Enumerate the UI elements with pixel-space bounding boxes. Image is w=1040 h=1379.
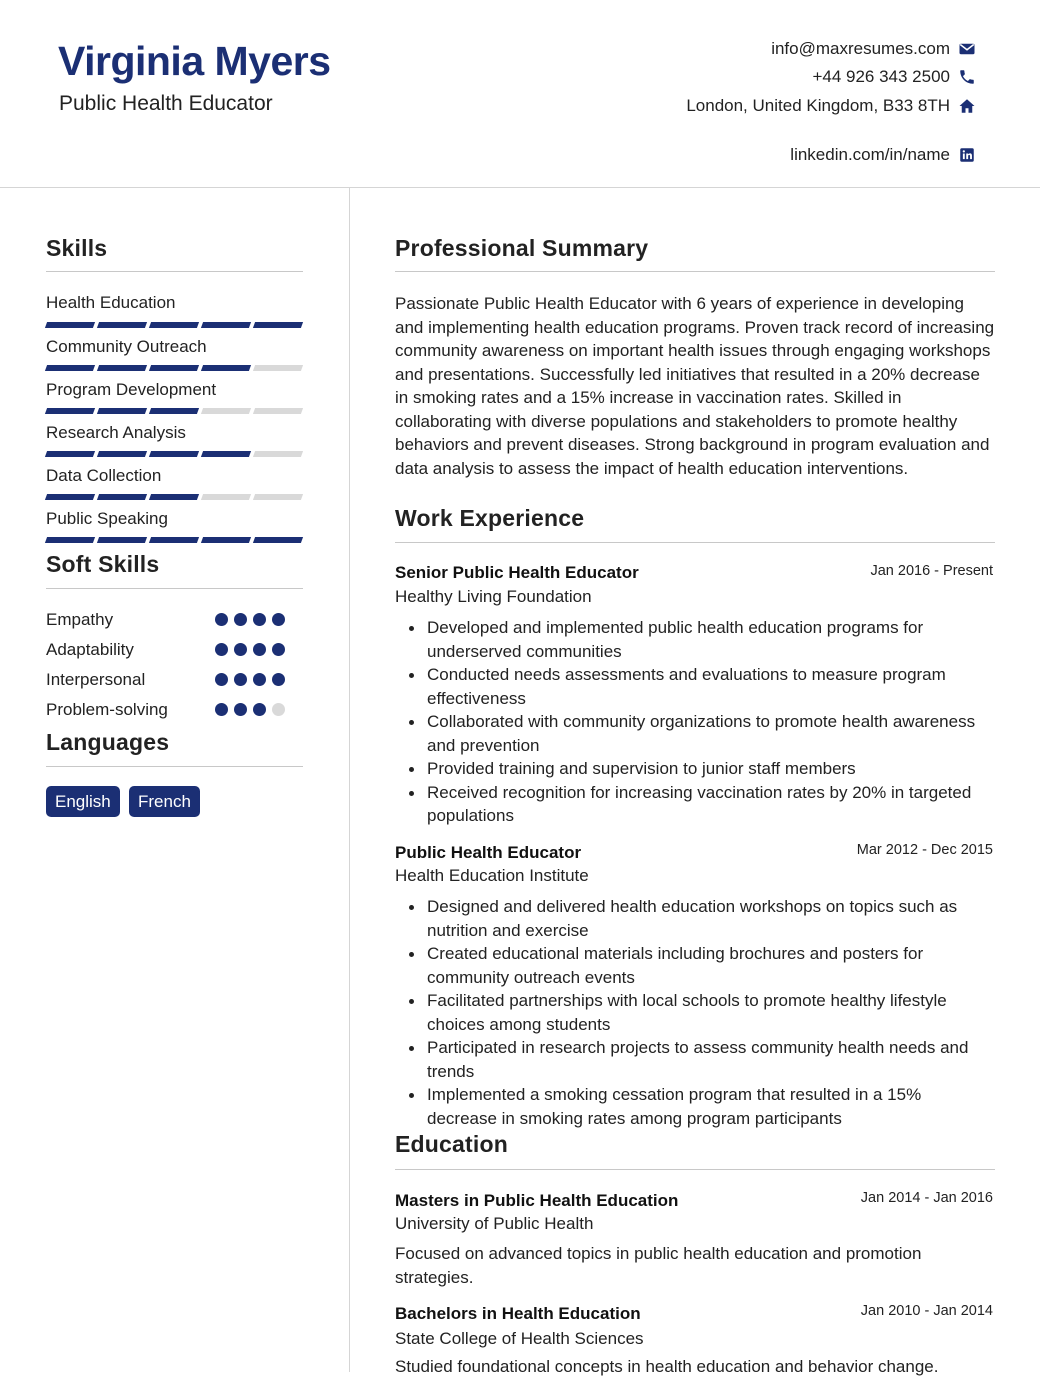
soft-skill-dots: [215, 613, 285, 626]
language-badge: French: [129, 786, 200, 817]
soft-skill-dot: [253, 643, 266, 656]
language-badge: English: [46, 786, 120, 817]
soft-skill-dot: [272, 703, 285, 716]
skills-rule: [46, 271, 303, 272]
skill-level-segment: [97, 408, 147, 414]
job-bullet: Created educational materials including brochures and posters for community outreach events: [427, 942, 995, 989]
degree-dates: Jan 2010 - Jan 2014: [860, 1303, 993, 1319]
job-bullet: Provided training and supervision to junior staff members: [427, 757, 995, 781]
contact-linkedin[interactable]: [790, 145, 976, 165]
soft-skill-dots: [215, 673, 285, 686]
skill-level-segment: [253, 494, 303, 500]
skills-heading: Skills: [46, 235, 108, 261]
skill-level-segment: [97, 537, 147, 543]
skill-level-segment: [149, 408, 199, 414]
skill-level-segment: [253, 322, 303, 328]
skill-level-segment: [97, 494, 147, 500]
skill-level-segment: [45, 537, 95, 543]
job-bullet: Conducted needs assessments and evaluations to measure program effectiveness: [427, 663, 995, 710]
soft-skill-label: Interpersonal: [46, 670, 146, 689]
soft-skills-rule: [46, 588, 303, 589]
job-bullet: Collaborated with community organizations to promote health awareness and prevention: [427, 710, 995, 757]
skill-level-segment: [149, 365, 199, 371]
degree-description: Focused on advanced topics in public health education and promotion strategies.: [395, 1244, 922, 1287]
skill-level-segment: [201, 494, 251, 500]
skill-bar: [46, 537, 302, 543]
phone-text: +44 926 343 2500: [812, 67, 950, 86]
job-bullets: [395, 895, 995, 1130]
job-dates: Mar 2012 - Dec 2015: [856, 842, 993, 858]
skill-bar: [46, 365, 302, 371]
job-bullets: [395, 616, 995, 828]
job-dates: Jan 2016 - Present: [870, 563, 993, 579]
linkedin-text: linkedin.com/in/name: [790, 145, 950, 164]
skill-level-segment: [253, 451, 303, 457]
column-divider: [349, 188, 350, 1372]
languages-rule: [46, 766, 303, 767]
skill-level-segment: [201, 537, 251, 543]
languages-heading: Languages: [46, 729, 170, 755]
job-bullet: Designed and delivered health education workshops on topics such as nutrition and exercise: [427, 895, 995, 942]
school-name: University of Public Health: [395, 1214, 594, 1233]
job-bullet: Developed and implemented public health education programs for underserved communities: [427, 616, 995, 663]
soft-skill-dot: [234, 613, 247, 626]
job-bullet: Facilitated partnerships with local schools to promote healthy lifestyle choices among students: [427, 989, 995, 1036]
skill-bar: [46, 451, 302, 457]
soft-skill-dot: [215, 673, 228, 686]
skill-level-segment: [45, 322, 95, 328]
soft-skill-dot: [234, 673, 247, 686]
skill-level-segment: [45, 408, 95, 414]
skill-level-segment: [45, 451, 95, 457]
job-title: Public Health Educator: [395, 843, 582, 862]
summary-rule: [395, 271, 995, 272]
job-bullet: Received recognition for increasing vaccination rates by 20% in targeted populations: [427, 781, 995, 828]
skill-level-segment: [253, 365, 303, 371]
resume-header: [0, 0, 1040, 188]
skill-level-segment: [97, 451, 147, 457]
degree-title: Masters in Public Health Education: [395, 1191, 679, 1210]
experience-heading: Work Experience: [395, 505, 585, 531]
soft-skill-dot: [253, 673, 266, 686]
soft-skill-dot: [272, 613, 285, 626]
skill-level-segment: [201, 322, 251, 328]
skill-level-segment: [201, 408, 251, 414]
job-organization: Healthy Living Foundation: [395, 587, 592, 606]
summary-text: Passionate Public Health Educator with 6 years of experience in developing and implementing health education programs. Proven track record of increasing community awareness on important health issues through engaging workshops and presentations. Successfully led initiatives that resulted in a 20% decrease in smoking rates and a 15% increase in vaccination rates. Skilled in collaborating with diverse populations and stakeholders to promote healthy behaviors and prevent diseases. Strong background in program evaluation and data analysis to assess the impact of health education interventions.: [395, 294, 995, 478]
skill-label: Research Analysis: [46, 423, 186, 442]
skill-level-segment: [201, 451, 251, 457]
phone-icon: [958, 68, 976, 86]
summary-heading: Professional Summary: [395, 235, 649, 261]
education-rule: [395, 1169, 995, 1170]
contact-email[interactable]: [771, 39, 976, 59]
skill-level-segment: [149, 537, 199, 543]
soft-skills-heading: Soft Skills: [46, 551, 160, 577]
skill-level-segment: [45, 494, 95, 500]
soft-skill-dot: [234, 703, 247, 716]
skill-level-segment: [97, 365, 147, 371]
soft-skill-label: Problem-solving: [46, 700, 168, 719]
job-organization: Health Education Institute: [395, 866, 589, 885]
address-text: London, United Kingdom, B33 8TH: [686, 96, 950, 115]
soft-skill-dots: [215, 703, 285, 716]
contact-phone[interactable]: [812, 67, 976, 87]
skill-bar: [46, 494, 302, 500]
skill-label: Health Education: [46, 293, 176, 312]
skill-level-segment: [253, 408, 303, 414]
job-bullet: Implemented a smoking cessation program that resulted in a 15% decrease in smoking rates among program participants: [427, 1083, 995, 1130]
envelope-icon: [958, 40, 976, 58]
candidate-name: Virginia Myers: [58, 38, 331, 84]
skill-level-segment: [253, 537, 303, 543]
soft-skill-dot: [215, 643, 228, 656]
education-heading: Education: [395, 1131, 508, 1157]
skill-label: Public Speaking: [46, 509, 168, 528]
soft-skill-dot: [215, 613, 228, 626]
skill-level-segment: [97, 322, 147, 328]
skill-bar: [46, 408, 302, 414]
skill-label: Program Development: [46, 380, 217, 399]
contact-address: [686, 96, 976, 116]
soft-skill-label: Empathy: [46, 610, 114, 629]
soft-skill-dot: [253, 613, 266, 626]
skill-level-segment: [149, 322, 199, 328]
linkedin-icon: [958, 146, 976, 164]
degree-dates: Jan 2014 - Jan 2016: [860, 1190, 993, 1206]
soft-skill-dot: [272, 673, 285, 686]
soft-skill-dots: [215, 643, 285, 656]
soft-skill-dot: [253, 703, 266, 716]
skill-level-segment: [149, 494, 199, 500]
home-icon: [958, 97, 976, 115]
soft-skill-dot: [215, 703, 228, 716]
skill-level-segment: [45, 365, 95, 371]
skill-level-segment: [201, 365, 251, 371]
soft-skill-label: Adaptability: [46, 640, 134, 659]
degree-description: Studied foundational concepts in health education and behavior change.: [395, 1357, 939, 1376]
skill-level-segment: [149, 451, 199, 457]
skill-bar: [46, 322, 302, 328]
school-name: State College of Health Sciences: [395, 1329, 644, 1348]
job-title: Senior Public Health Educator: [395, 563, 639, 582]
soft-skill-dot: [234, 643, 247, 656]
experience-rule: [395, 542, 995, 543]
skill-label: Community Outreach: [46, 337, 207, 356]
email-text: info@maxresumes.com: [771, 39, 950, 58]
degree-title: Bachelors in Health Education: [395, 1304, 641, 1323]
skill-label: Data Collection: [46, 466, 162, 485]
job-bullet: Participated in research projects to assess community health needs and trends: [427, 1036, 995, 1083]
soft-skill-dot: [272, 643, 285, 656]
candidate-title: Public Health Educator: [59, 92, 273, 115]
